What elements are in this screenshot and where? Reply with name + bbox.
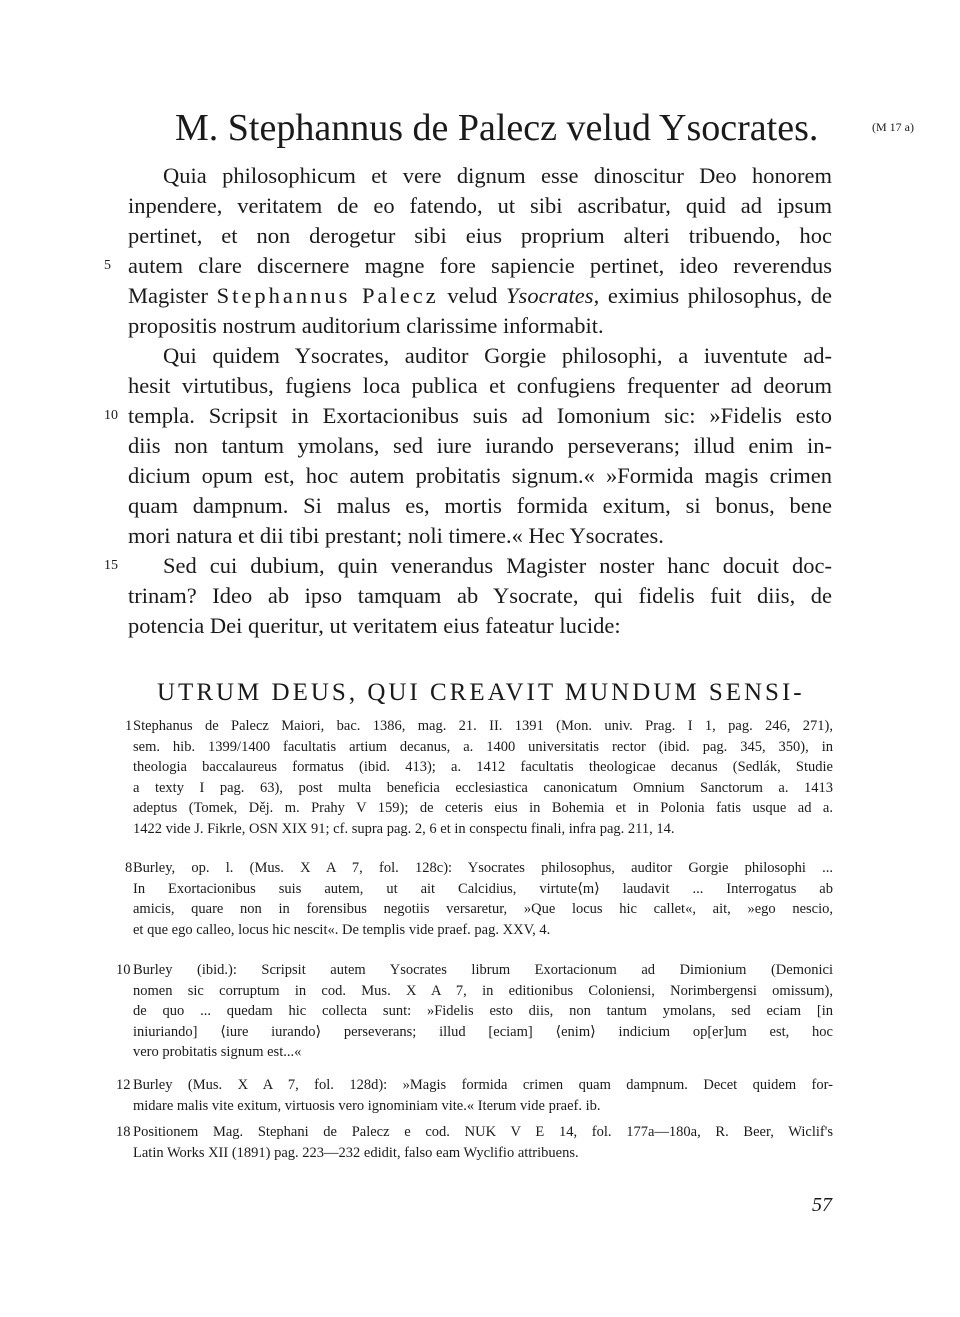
footnote-number: 8	[125, 860, 133, 876]
footnote-line: nomen sic corruptum in cod. Mus. X A 7, in editionibus Coloniensi, Norimbergensi omissum),	[133, 982, 833, 999]
footnote	[125, 858, 833, 940]
page-number: 57	[812, 1194, 832, 1216]
footnote-line: Burley (Mus. X A 7, fol. 128d): »Magis formida crimen quam dampnum. Decet quidem for-	[133, 1077, 833, 1093]
footnote-line: sem. hib. 1399/1400 facultatis artium decanus, a. 1400 universitatis rector (ibid. pag. 345, 350), in	[133, 738, 833, 755]
text-line: diis non tantum ymolans, sed iure iurando perseverans; illud enim in-	[128, 433, 832, 458]
footnote-line: In Exortacionibus suis autem, ut ait Calcidius, virtute⟨m⟩ laudavit ... Interrogatus ab	[133, 880, 833, 897]
manuscript-reference: (M 17 a)	[872, 120, 914, 134]
footnote-number: 18	[116, 1124, 131, 1140]
text-line: Quia philosophicum et vere dignum esse dinoscitur Deo honorem	[163, 163, 832, 188]
text-line: autem clare discernere magne fore sapiencie pertinet, ideo reverendus	[128, 253, 832, 278]
text-line: inpendere, veritatem de eo fatendo, ut sibi ascribatur, quid ad ipsum	[128, 193, 832, 218]
text-line: quam dampnum. Si malus es, mortis formida exitum, si bonus, bene	[128, 493, 832, 518]
text-line: templa. Scripsit in Exortacionibus suis ad Iomonium sic: »Fidelis esto	[128, 403, 832, 428]
question-heading: UTRUM DEUS, QUI CREAVIT MUNDUM SENSI-	[157, 679, 805, 706]
footnote-line: adeptus (Tomek, Děj. m. Prahy V 159); de ceteris eius in Bohemia et in Polonia fatis usque ad a.	[133, 800, 833, 816]
footnote-line: a texty I pag. 63), post multa beneficia ecclesiastica canonicatum Omnium Sanctorum a. 1413	[133, 779, 833, 796]
footnote-line: theologia baccalaureus formatus (ibid. 413); a. 1412 facultatis theologicae decanus (Sedlák, Studie	[133, 759, 833, 775]
footnote-line: Stephanus de Palecz Maiori, bac. 1386, mag. 21. II. 1391 (Mon. univ. Prag. I 1, pag. 246, 271),	[133, 718, 833, 734]
line-number: 10	[104, 408, 118, 423]
text-line: dicium opum est, hoc autem probitatis signum.« »Formida magis crimen	[128, 463, 832, 488]
footnote-number: 10	[116, 962, 131, 978]
text-line: potencia Dei queritur, ut veritatem eius fateatur lucide:	[128, 613, 621, 638]
page-title: M. Stephannus de Palecz velud Ysocrates.	[175, 107, 819, 149]
footnote-number: 12	[116, 1077, 131, 1093]
text-line: propositis nostrum auditorium clarissime informabit.	[128, 313, 604, 338]
footnote-line: de quo ... quedam hic collecta sunt: »Fidelis esto diis, non tantum ymolans, sed eciam [in	[133, 1003, 833, 1019]
footnote	[116, 1075, 833, 1116]
footnote-line: et que ego calleo, locus hic nescit«. De templis vide praef. pag. XXV, 4.	[133, 921, 551, 938]
footnote-line: 1422 vide J. Fikrle, OSN XIX 91; cf. supra pag. 2, 6 et in conspectu finali, infra pag. 211, 14.	[133, 820, 675, 837]
text-line: pertinet, et non derogetur sibi eius proprium alteri tribuendo, hoc	[128, 223, 832, 248]
text-line: Sed cui dubium, quin venerandus Magister noster hanc docuit doc-	[163, 553, 832, 578]
footnote-line: vero probitatis signum est...«	[133, 1044, 302, 1060]
line-number: 15	[104, 558, 118, 573]
footnote-line: Burley (ibid.): Scripsit autem Ysocrates librum Exortacionum ad Dimionium (Demonici	[133, 962, 833, 978]
footnote-line: iniuriando] ⟨iure iurando⟩ perseverans; illud [eciam] ⟨enim⟩ indicium op[er]um est, hoc	[133, 1023, 833, 1040]
text-line: Qui quidem Ysocrates, auditor Gorgie philosophi, a iuventute ad-	[163, 343, 832, 368]
footnote-line: midare malis vite exitum, virtuosis vero ignominiam vite.« Iterum vide praef. ib.	[133, 1097, 601, 1114]
text-line: Magister Stephannus Palecz velud Ysocrates, eximius philosophus, de	[128, 283, 833, 308]
footnote	[116, 1122, 833, 1163]
footnote-line: Positionem Mag. Stephani de Palecz e cod. NUK V E 14, fol. 177a—180a, R. Beer, Wiclif's	[133, 1124, 833, 1140]
line-number: 5	[104, 258, 111, 273]
text-line: hesit virtutibus, fugiens loca publica et confugiens frequenter ad deorum	[128, 373, 832, 398]
footnote	[116, 960, 833, 1063]
footnote-line: Burley, op. l. (Mus. X A 7, fol. 128c): Ysocrates philosophus, auditor Gorgie philosophi ...	[133, 860, 833, 876]
footnote-number: 1	[125, 718, 133, 734]
text-line: trinam? Ideo ab ipso tamquam ab Ysocrate, qui fidelis fuit diis, de	[128, 583, 832, 608]
footnote	[125, 716, 833, 839]
footnote-line: amicis, quare non in forensibus negotiis versaretur, »Que locus hic callet«, ait, »ego nescio,	[133, 901, 833, 917]
text-line: mori natura et dii tibi prestant; noli timere.« Hec Ysocrates.	[128, 523, 664, 548]
spaced-name: Stephannus Palecz	[216, 283, 439, 308]
footnote-line: Latin Works XII (1891) pag. 223—232 edidit, falso eam Wyclifio attribuens.	[133, 1144, 579, 1161]
